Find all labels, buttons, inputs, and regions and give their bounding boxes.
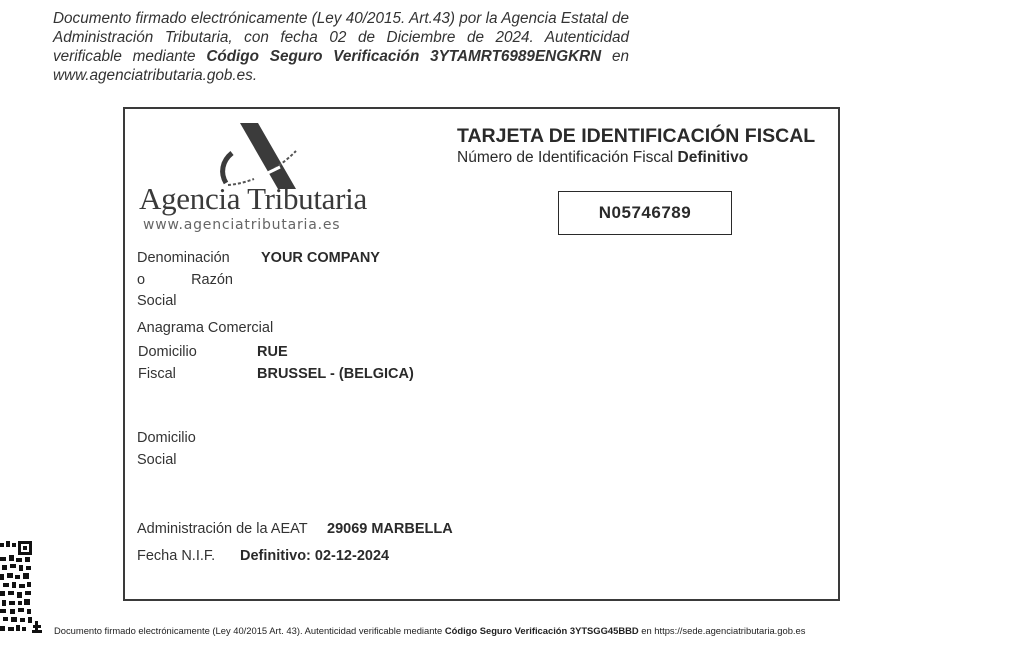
label-line: Social [137, 293, 177, 309]
address-line: RUE [257, 344, 288, 360]
card-title: TARJETA DE IDENTIFICACIÓN FISCAL [457, 125, 816, 147]
label-line: Social [137, 451, 177, 468]
domicilio-social-label [137, 428, 196, 471]
denominacion-value: YOUR COMPANY [261, 250, 380, 266]
domicilio-fiscal-label [138, 342, 197, 385]
fiscal-id-card [123, 107, 840, 601]
fecha-nif-value: Definitivo: 02-12-2024 [240, 548, 390, 564]
subtitle-status: Definitivo [677, 149, 749, 166]
label-line: Domicilio [138, 344, 197, 360]
anagrama-label: Anagrama Comercial [137, 320, 274, 336]
footer-text: Documento firmado electrónicamente (Ley 40/2015 Art. 43). Autenticidad verificable mediante [54, 625, 445, 636]
qr-code-icon [0, 541, 45, 646]
card-subtitle [457, 149, 748, 167]
electronic-signature-note [53, 9, 629, 85]
footer-csv-code: Código Seguro Verificación 3YTSGG45BBD [444, 625, 639, 636]
domicilio-fiscal-value [257, 342, 414, 385]
footer-verification-url: en https://sede.agenciatributaria.gob.es [638, 625, 806, 636]
administracion-value: 29069 MARBELLA [327, 521, 453, 537]
nif-number: N05746789 [558, 191, 732, 235]
label-line: Denominación [137, 250, 230, 266]
administracion-label: Administración de la AEAT [137, 521, 308, 537]
label-line: Fiscal [138, 365, 176, 382]
agency-url: www.agenciatributaria.es [143, 217, 341, 233]
label-line: Domicilio [137, 430, 196, 446]
agency-name: Agencia Tributaria [139, 181, 367, 216]
label-line: o Razón [137, 271, 233, 288]
denominacion-label [137, 248, 233, 313]
verification-site: en www.agenciatributaria.gob.es. [53, 48, 630, 84]
csv-code: Código Seguro Verificación 3YTAMRT6989ENGKRN [206, 48, 602, 65]
signature-note-text: Documento firmado electrónicamente (Ley 40/2015. Art.43) por la Agencia Estatal de Administración Tributaria, con fecha 02 de Diciembre de 2024. Autenticidad verificable mediante [53, 10, 629, 65]
subtitle-text: Número de Identificación Fiscal [457, 149, 678, 166]
address-line: BRUSSEL - (BELGICA) [257, 365, 414, 382]
footer-signature-note [54, 625, 805, 636]
fecha-nif-label: Fecha N.I.F. [137, 548, 216, 564]
agency-logo [137, 119, 377, 233]
